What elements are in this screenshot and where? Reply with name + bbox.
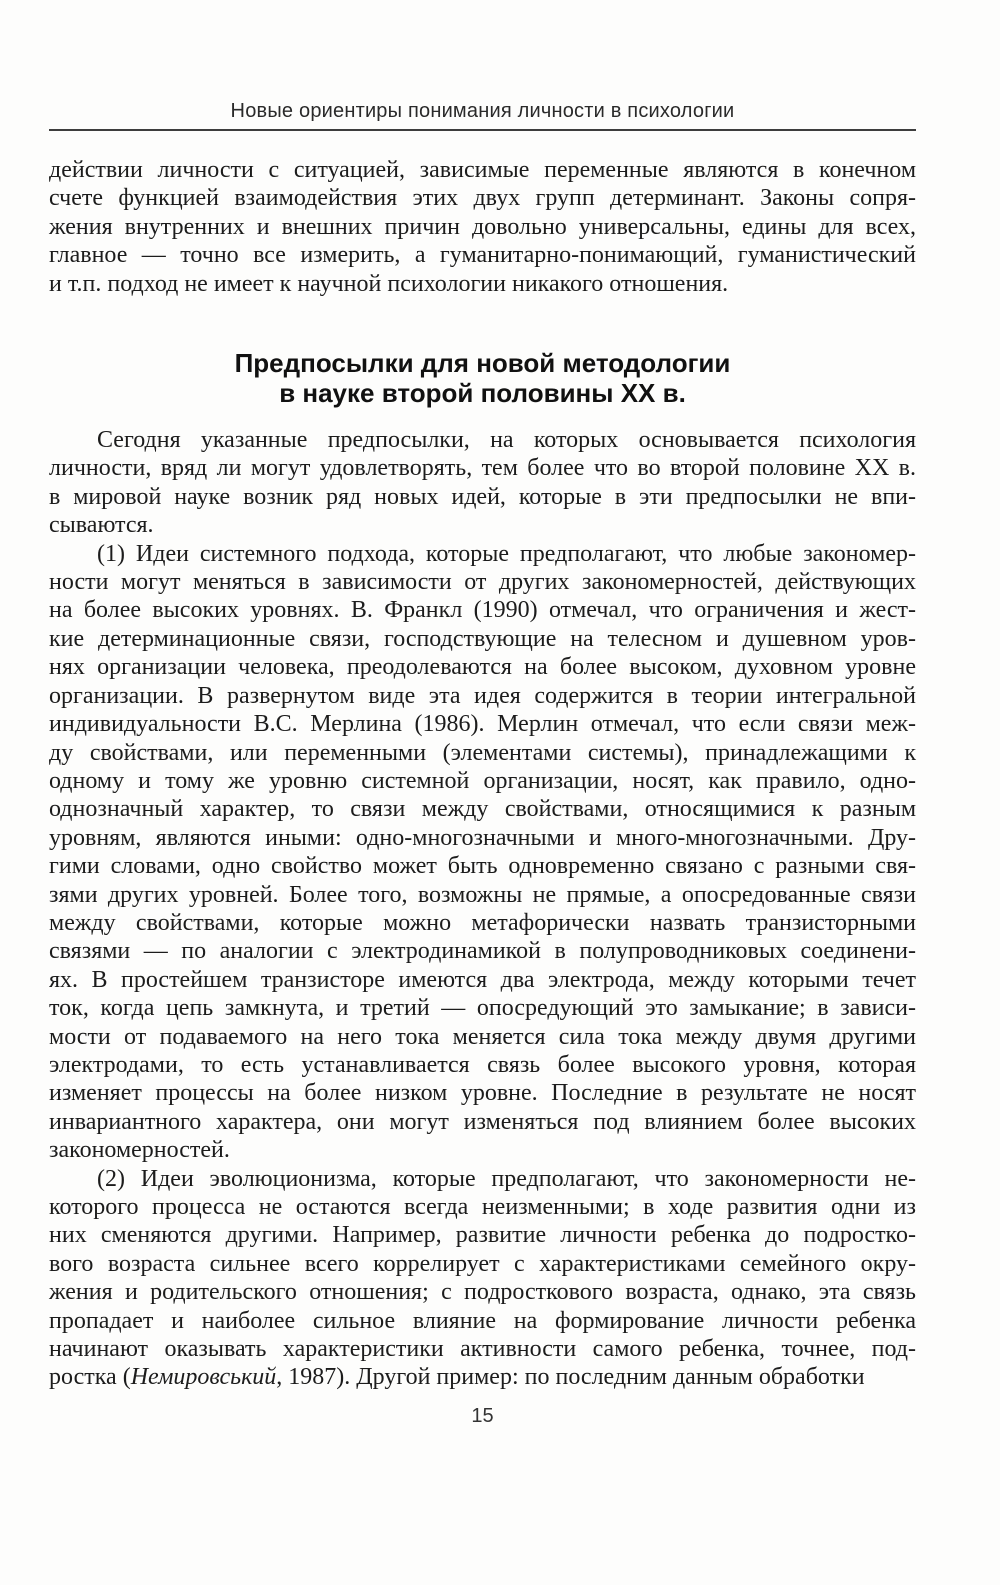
text-line: организации. В развернутом виде эта идея содержится в теории интегральной	[49, 682, 916, 709]
text-line: уровням, являются иными: одно-многозначными и много-многозначными. Дру-	[49, 824, 916, 851]
text-line: нях организации человека, преодолеваются на более высоком, духовном уровне	[49, 654, 916, 681]
text-line: главное — точно все измерить, а гуманитарно-понимающий, гуманистический	[49, 242, 916, 269]
text-line: инвариантного характера, они могут изменяться под влиянием более высоких	[49, 1108, 916, 1135]
text-line: между свойствами, которые можно метафорически назвать транзисторными	[49, 909, 916, 936]
text-line: сываются.	[49, 512, 154, 539]
text-line: связями — по аналогии с электродинамикой в полупроводниковых соединени-	[49, 938, 916, 965]
section-heading	[49, 348, 916, 408]
text-line: жения и родительского отношения; с подросткового возраста, однако, эта связь	[49, 1279, 916, 1306]
running-head: Новые ориентиры понимания личности в психологии	[230, 100, 735, 122]
intro-paragraph	[49, 156, 916, 298]
text-line: них сменяются другими. Например, развитие личности ребенка до подростко-	[49, 1222, 916, 1249]
text-line: ток, когда цепь замкнута, и третий — опосредующий это замыкание; в зависи-	[49, 995, 916, 1022]
text-line: зями других уровней. Более того, возможны не прямые, а опосредованные связи	[49, 881, 916, 908]
text-line: гими словами, одно свойство может быть одновременно связано с разными свя-	[49, 853, 916, 880]
book-page	[0, 98, 1000, 1585]
text-line: счете функцией взаимодействия этих двух групп детерминант. Законы сопря-	[49, 185, 916, 212]
text-line: на более высоких уровнях. В. Франкл (1990) отмечал, что ограничения и жест-	[49, 597, 916, 624]
text-line: действии личности с ситуацией, зависимые переменные являются в конечном	[49, 157, 916, 183]
text-line: электродами, то есть устанавливается связь более высокого уровня, которая	[49, 1051, 916, 1078]
text-line: (2) Идеи эволюционизма, которые предполагают, что закономерности не-	[97, 1165, 916, 1192]
text-line: которого процесса не остаются всегда неизменными; в ходе развития одни из	[49, 1194, 916, 1220]
section-heading-line-2: в науке второй половины XX в.	[279, 378, 686, 409]
text-line: Сегодня указанные предпосылки, на которых основывается психология	[97, 427, 916, 454]
body-paragraph-3	[49, 1165, 916, 1392]
page-number: 15	[471, 1404, 494, 1427]
text-line: жения внутренних и внешних причин довольно универсальны, едины для всех,	[49, 213, 916, 240]
body-paragraph-2	[49, 540, 916, 1165]
text-line: пропадает и наиболее сильное влияние на формирование личности ребенка	[49, 1307, 916, 1334]
text-line: в мировой науке возник ряд новых идей, которые в эти предпосылки не впи-	[49, 483, 916, 510]
body-paragraph-1	[49, 426, 916, 540]
text-line: кие детерминационные связи, господствующие на телесном и душевном уров-	[49, 625, 916, 652]
text-line: и т.п. подход не имеет к научной психологии никакого отношения.	[49, 270, 729, 297]
text-line: начинают оказывать характеристики активности самого ребенка, точнее, под-	[49, 1336, 916, 1363]
text-line: (1) Идеи системного подхода, которые предполагают, что любые закономер-	[97, 540, 916, 567]
text-line: ях. В простейшем транзисторе имеются два электрода, между которыми течет	[49, 966, 916, 993]
text-line: однозначный характер, то связи между свойствами, относящимися к разным	[49, 796, 916, 823]
text-line: закономерностей.	[49, 1137, 230, 1164]
header-rule	[49, 129, 916, 131]
text-line: личности, вряд ли могут удовлетворять, тем более что во второй половине XX в.	[49, 455, 916, 482]
text-line: изменяет процессы на более низком уровне. Последние в результате не носят	[49, 1080, 916, 1107]
text-line: индивидуальности В.С. Мерлина (1986). Мерлин отмечал, что если связи меж-	[49, 711, 916, 738]
text-line: ду свойствами, или переменными (элементами системы), принадлежащими к	[49, 739, 916, 766]
text-line: ности могут меняться в зависимости от других закономерностей, действующих	[49, 569, 916, 596]
text-line: вого возраста сильнее всего коррелирует с характеристиками семейного окру-	[49, 1250, 916, 1277]
text-line: ростка (Немировський, 1987). Другой пример: по последним данным обработки	[49, 1364, 865, 1391]
text-line: одному и тому же уровню системной организации, носят, как правило, одно-	[49, 767, 916, 794]
section-heading-line-1: Предпосылки для новой методологии	[234, 348, 731, 379]
body-text	[49, 426, 916, 1392]
text-line: мости от подаваемого на него тока меняется сила тока между двумя другими	[49, 1023, 916, 1050]
